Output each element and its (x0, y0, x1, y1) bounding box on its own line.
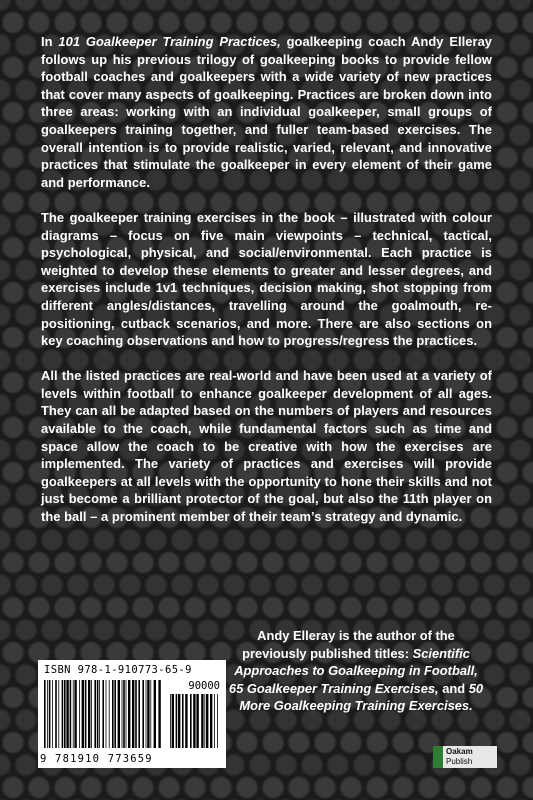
price-code: 90000 (188, 680, 220, 692)
barcode-bar (178, 694, 180, 748)
barcode-bar (150, 680, 151, 748)
blurb-paragraph-3: All the listed practices are real-world and have been used at a variety of levels within football to enhance goalkeeper development of all ages. They can all be adapted based on the numbers of players and resources available to the coach, while fundamental factors such as time and space allow the coach to be creative with how the exercises are implemented. The variety of practices and exercises will provide goalkeepers at all levels with the opportunity to hone their skills and not just become a brilliant protector of the goal, but also the 11th player on the ball – a prominent member of their team’s strategy and dynamic. (41, 368, 492, 525)
barcode-bar (74, 680, 76, 748)
barcode-bar (135, 680, 137, 748)
author-last-title: 50 More Goalkeeping Training Exercises. (239, 680, 484, 714)
barcode-bar (146, 680, 147, 748)
barcode-bar (204, 694, 205, 748)
barcode-bar (79, 680, 80, 748)
barcode-bar (97, 680, 99, 748)
barcode-bar (170, 694, 171, 748)
barcode-digits: 9 781910 773659 (40, 753, 153, 765)
barcode-bar (210, 694, 212, 748)
barcode-bar (114, 680, 116, 748)
barcode-bar (91, 680, 92, 748)
barcode-bar (172, 694, 174, 748)
publisher-logo-line2: Publish (446, 757, 473, 766)
barcode-bar (66, 680, 68, 748)
back-cover-blurb (41, 33, 492, 526)
barcode-bar (142, 680, 144, 748)
barcode-bar (154, 680, 156, 748)
barcode-bar (99, 680, 100, 748)
barcode-bar (58, 680, 59, 748)
author-note-and: and (442, 680, 466, 696)
book-title: 101 Goalkeeper Training Practices, (58, 34, 281, 49)
barcode-bar (147, 680, 149, 748)
isbn-label: ISBN 978-1-910773-65-9 (44, 664, 192, 676)
barcode-bar (182, 694, 184, 748)
barcode-bar (214, 694, 215, 748)
barcode-bar (62, 680, 64, 748)
publisher-logo-mark (433, 746, 443, 768)
barcode-bar (109, 680, 110, 748)
author-note (226, 627, 486, 715)
publisher-logo (433, 746, 497, 768)
isbn-barcode (38, 660, 226, 768)
barcode-bar (217, 694, 218, 748)
blurb-paragraph-2: The goalkeeper training exercises in the book – illustrated with colour diagrams – focus on five main viewpoints – technical, tactical, psychological, physical, and social/environmental. Each practice is weighted to develop these elements to greater and lesser degrees, and exercises include 1v1 techniques, decision making, shot stopping from different angles/distances, travelling around the goalmouth, re-positioning, cutback scenarios, and more. There are also sections on key coaching observations and how to progress/regress the practices. (41, 209, 492, 349)
barcode-bar (106, 680, 107, 748)
barcode-bar (185, 694, 187, 748)
barcode-bar (138, 680, 140, 748)
barcode-bar (85, 680, 87, 748)
barcode-addon-bars (170, 694, 220, 748)
barcode-bar (70, 680, 72, 748)
barcode-bar (102, 680, 104, 748)
barcode-bar (73, 680, 74, 748)
barcode-bar (193, 694, 195, 748)
author-previous-titles: Scientific Approaches to Goalkeeping in Football, 65 Goalkeeper Training Exercises, (228, 645, 478, 696)
barcode-bar (196, 694, 198, 748)
barcode-bar (64, 680, 66, 748)
barcode-bar (128, 680, 130, 748)
blurb-paragraph-1 (41, 33, 492, 191)
barcode-bar (55, 680, 57, 748)
barcode-main-bars (44, 680, 164, 748)
barcode-bar (176, 694, 178, 748)
barcode-bar (158, 680, 160, 748)
barcode-bar (52, 680, 53, 748)
author-note-lead: Andy Elleray is the author of the previously published titles: (242, 628, 455, 661)
barcode-bar (123, 680, 125, 748)
barcode-bar (47, 680, 48, 748)
barcode-bar (112, 680, 114, 748)
barcode-bar (126, 680, 127, 748)
barcode-bar (201, 694, 203, 748)
barcode-bar (88, 680, 90, 748)
barcode-bar (190, 694, 192, 748)
barcode-bar (44, 680, 46, 748)
barcode-bar (118, 680, 120, 748)
barcode-bar (82, 680, 84, 748)
barcode-bar (49, 680, 51, 748)
barcode-bar (122, 680, 123, 748)
barcode-bar (206, 694, 208, 748)
blurb-lead-word: In (41, 34, 53, 49)
barcode-bar (132, 680, 134, 748)
barcode-bar (94, 680, 96, 748)
blurb-paragraph-1-text: goalkeeping coach Andy Elleray follows up his previous trilogy of goalkeeping books to provide fellow football coaches and goalkeepers with a wide variety of new practices that cover many aspects of goalkeeping. Practices are broken down into three areas: working with an individual goalkeeper, small groups of goalkeepers training together, and fuller team-based exercises. The overall intention is to provide realistic, varied, relevant, and innovative practices that stimulate the goalkeeper in every element of their game and performance. (41, 34, 493, 190)
publisher-logo-line1: Oakam (446, 747, 473, 756)
